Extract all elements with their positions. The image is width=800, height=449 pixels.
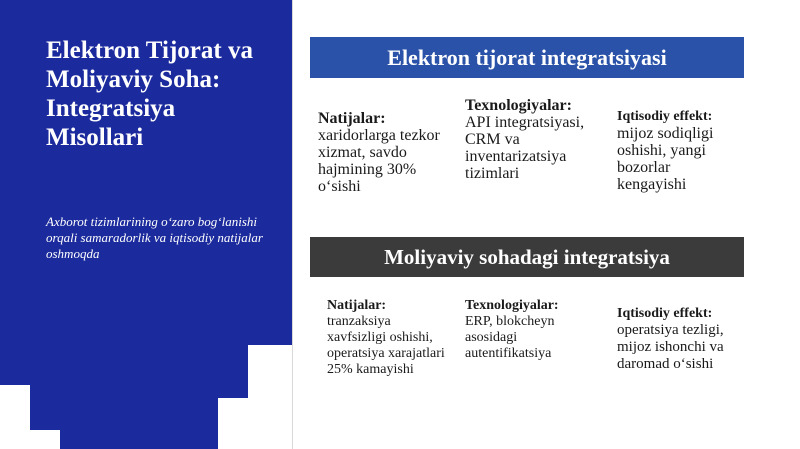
effect-label: Iqtisodiy effekt: <box>617 109 713 124</box>
results-label: Natijalar: <box>318 110 386 127</box>
tech-label: Texnologiyalar: <box>465 298 559 313</box>
effect-text: mijoz sodiqligi oshishi, yangi bozorlar kengayishi <box>617 125 714 193</box>
results-label: Natijalar: <box>327 298 387 313</box>
sidebar-panel <box>0 0 292 449</box>
tech-text: ERP, blokcheyn asosidagi autentifikatsiya <box>465 314 555 361</box>
results-text: xaridorlarga tezkor xizmat, savdo hajmining 30% o‘sishi <box>318 127 440 195</box>
effect-label: Iqtisodiy effekt: <box>617 306 713 321</box>
tech-label: Texnologiyalar: <box>465 97 572 114</box>
stair-decoration <box>218 398 292 449</box>
effect-text: operatsiya tezligi, mijoz ishonchi va daromad o‘sishi <box>617 322 724 372</box>
results-block-finance <box>327 298 447 378</box>
tech-block-ecommerce <box>465 97 600 182</box>
section-banner-ecommerce: Elektron tijorat integratsiyasi <box>310 37 744 78</box>
section-banner-finance: Moliyaviy sohadagi integratsiya <box>310 237 744 277</box>
tech-text: API integratsiyasi, CRM va inventarizatsiya tizimlari <box>465 114 585 182</box>
slide-subtitle: Axborot tizimlarining o‘zaro bog‘lanishi orqali samaradorlik va iqtisodiy natijalar oshmoqda <box>46 214 263 261</box>
slide-title: Elektron Tijorat va Moliyaviy Soha: Integratsiya Misollari <box>46 37 253 151</box>
effect-block-ecommerce <box>617 108 742 193</box>
results-text: tranzaksiya xavfsizligi oshishi, operatsiya xarajatlari 25% kamayishi <box>327 314 445 377</box>
results-block-ecommerce <box>318 110 446 195</box>
stair-decoration <box>255 300 292 320</box>
effect-block-finance <box>617 305 742 373</box>
divider-line <box>292 0 293 449</box>
stair-decoration <box>0 430 60 449</box>
tech-block-finance <box>465 298 600 362</box>
